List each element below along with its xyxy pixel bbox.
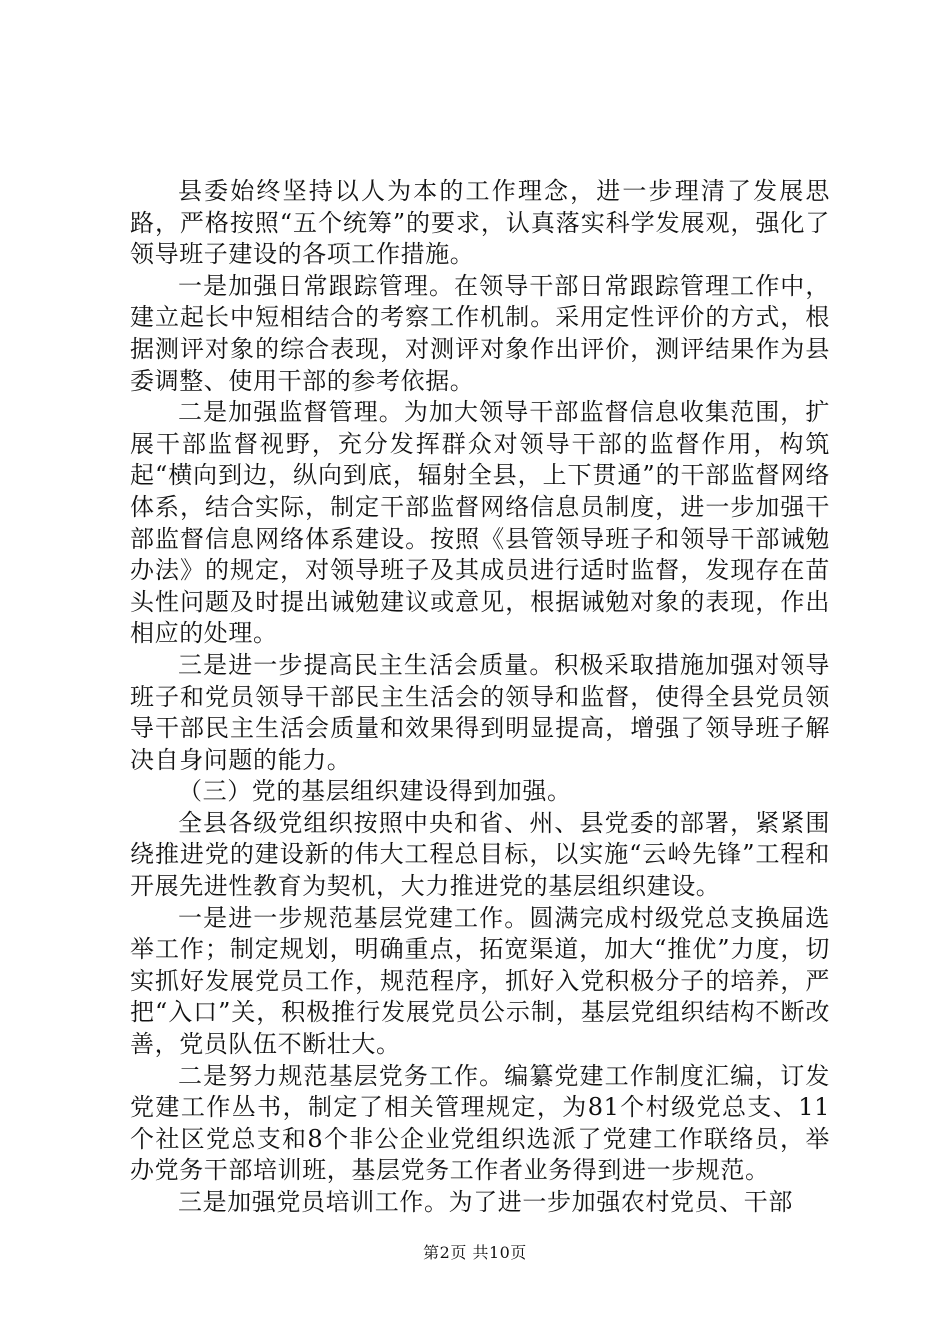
paragraph-member-training: 三是加强党员培训工作。为了进一步加强农村党员、干部 [178,1188,793,1216]
page-footer: 第2页 共10页 [423,1243,527,1262]
paragraph-party-affairs: 二是努力规范基层党务工作。编纂党建工作制度汇编，订发党建工作丛书，制定了相关管理规定，为81个村级党总支、11个社区党总支和8个非公企业党组织选派了党建工作联络员，举办党务干部培训班，基层党务工作者业务得到进一步规范。 [130,1061,830,1185]
paragraph-leadership-intro: 县委始终坚持以人为本的工作理念，进一步理清了发展思路，严格按照“五个统筹”的要求，认真落实科学发展观，强化了领导班子建设的各项工作措施。 [130,177,830,269]
paragraph-democratic-life: 三是进一步提高民主生活会质量。积极采取措施加强对领导班子和党员领导干部民主生活会的领导和监督，使得全县党员领导干部民主生活会质量和效果得到明显提高，增强了领导班子解决自身问题的能力。 [130,650,830,774]
paragraph-grassroots-intro: 全县各级党组织按照中央和省、州、县党委的部署，紧紧围绕推进党的建设新的伟大工程总目标，以实施“云岭先锋”工程和开展先进性教育为契机，大力推进党的基层组织建设。 [130,808,830,901]
paragraph-daily-tracking: 一是加强日常跟踪管理。在领导干部日常跟踪管理工作中，建立起长中短相结合的考察工作机制。采用定性评价的方式，根据测评对象的综合表现，对测评对象作出评价，测评结果作为县委调整、使用干部的参考依据。 [130,271,830,395]
paragraph-party-building: 一是进一步规范基层党建工作。圆满完成村级党总支换届选举工作；制定规划，明确重点，拓宽渠道，加大“推优”力度，切实抓好发展党员工作，规范程序，抓好入党积极分子的培养，严把“入口”关，积极推行发展党员公示制，基层党组织结构不断改善，党员队伍不断壮大。 [130,903,830,1059]
section-heading-grassroots: （三）党的基层组织建设得到加强。 [178,777,572,806]
paragraph-supervision: 二是加强监督管理。为加大领导干部监督信息收集范围，扩展干部监督视野，充分发挥群众对领导干部的监督作用，构筑起“横向到边，纵向到底，辐射全县，上下贯通”的干部监督网络体系，结合实际，制定干部监督网络信息员制度，进一步加强干部监督信息网络体系建设。按照《县管领导班子和领导干部诫勉办法》的规定，对领导班子及其成员进行适时监督，发现存在苗头性问题及时提出诫勉建议或意见，根据诫勉对象的表现，作出相应的处理。 [130,398,830,648]
document-body [130,176,830,1219]
